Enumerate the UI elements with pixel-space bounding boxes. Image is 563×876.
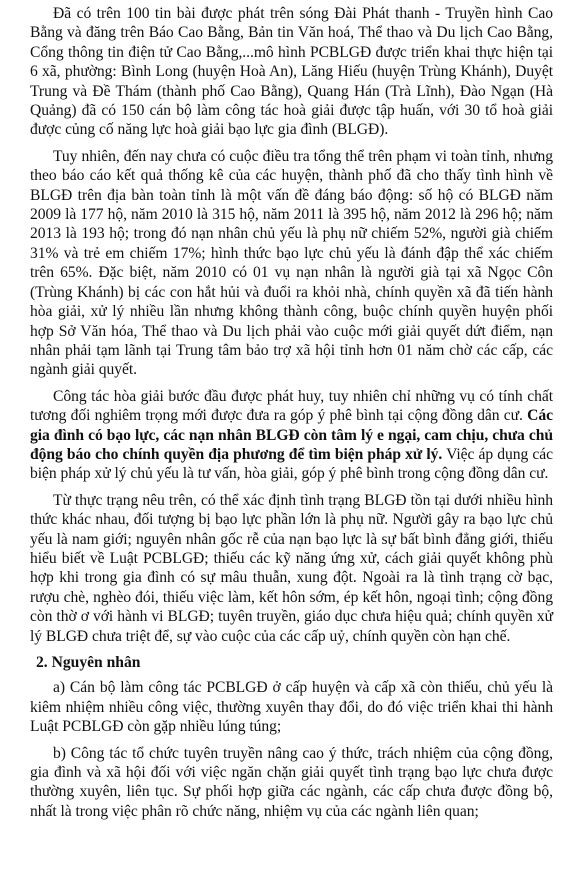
paragraph-media-coverage: Đã có trên 100 tin bài được phát trên sóng Đài Phát thanh - Truyền hình Cao Bằng và đăng trên Báo Cao Bằng, Bản tin Văn hoá, Thể thao và Du lịch Cao Bằng, Cổng thông tin điện tử Cao Bằng,...mô hình PCBLGĐ được triển khai thực hiện tại 6 xã, phường: Bình Long (huyện Hoà An), Lăng Hiếu (huyện Trùng Khánh), Duyệt Trung và Đề Thám (thành phố Cao Bằng), Quang Hán (Trà Lĩnh), Đào Ngạn (Hà Quảng) đã có 150 cán bộ làm công tác hoà giải được tập huấn, với 30 tổ hoà giải được củng cố năng lực hoà giải bạo lực gia đình (BLGĐ). (30, 5, 553, 139)
paragraph-mediation-emphasis: Các gia đình có bạo lực, các nạn nhân BLGĐ còn tâm lý e ngại, cam chịu, chưa chủ động báo cho chính quyền địa phương để tìm biện pháp xử lý. (30, 407, 553, 463)
paragraph-mediation-intro: Công tác hòa giải bước đầu được phát huy, tuy nhiên chỉ những vụ có tính chất tương đối nghiêm trọng mới được đưa ra góp ý phê bình tại cộng đồng dân cư. (30, 387, 553, 425)
paragraph-situation-statistics: Tuy nhiên, đến nay chưa có cuộc điều tra tổng thể trên phạm vi toàn tỉnh, nhưng theo báo cáo kết quả thống kê của các huyện, thành phố đã cho thấy tình hình về BLGĐ trên địa bàn toàn tỉnh là một vấn đề đáng báo động: số hộ có BLGĐ năm 2009 là 177 hộ, năm 2010 là 315 hộ, năm 2011 là 395 hộ, năm 2012 là 296 hộ; năm 2013 là 193 hộ; trong đó nạn nhân chủ yếu là phụ nữ chiếm 52%, người già chiếm 31% và trẻ em chiếm 17%; hình thức bạo lực chủ yếu là đánh đập thể xác chiếm trên 65%. Đặc biệt, năm 2010 có 01 vụ nạn nhân là người già tại xã Ngọc Côn (Trùng Khánh) bị các con hắt hủi và đuổi ra khỏi nhà, chính quyền xã đã tiến hành hòa giải, xử lý nhiều lần nhưng không thành công, buộc chính quyền huyện phối hợp Sở Văn hóa, Thể thao và Du lịch phải vào cuộc mới giải quyết dứt điểm, nạn nhân phải tạm lãnh tại Trung tâm bảo trợ xã hội tỉnh hơn 01 năm chờ các cấp, các ngành giải quyết. (30, 147, 553, 379)
paragraph-conclusion: Từ thực trạng nêu trên, có thể xác định tình trạng BLGĐ tồn tại dưới nhiều hình thức khác nhau, đối tượng bị bạo lực phần lớn là phụ nữ. Người gây ra bạo lực chủ yếu là nam giới; nguyên nhân gốc rễ của nạn bạo lực là sự bất bình đẳng giới, thiếu hiểu biết về Luật PCBLGĐ; thiếu các kỹ năng ứng xử, cách giải quyết không phù hợp khi trong gia đình có sự mâu thuẫn, xung đột. Ngoài ra là tình trạng cờ bạc, rượu chè, nghèo đói, thiếu việc làm, kết hôn sớm, ép kết hôn, ngoại tình; cộng đồng còn thờ ơ với hành vi BLGĐ; tuyên truyền, giáo dục chưa hiệu quả; chính quyền xử lý BLGĐ chưa triệt để, sự vào cuộc của các cấp uỷ, chính quyền còn hạn chế. (30, 491, 553, 645)
section-heading-causes: 2. Nguyên nhân (36, 654, 141, 671)
paragraph-cause-a: a) Cán bộ làm công tác PCBLGĐ ở cấp huyện và cấp xã còn thiếu, chủ yếu là kiêm nhiệm nhiều công việc, thường xuyên thay đổi, do đó việc triển khai thi hành Luật PCBLGĐ còn gặp nhiều lúng túng; (30, 679, 553, 736)
paragraph-mediation-tail: Việc áp dụng các biện pháp xử lý chủ yếu là tư vấn, hòa giải, góp ý phê bình trong cộng đồng dân cư. (30, 445, 554, 483)
paragraph-cause-b: b) Công tác tổ chức tuyên truyền nâng cao ý thức, trách nhiệm của cộng đồng, gia đình và xã hội đối với việc ngăn chặn giải quyết tình trạng bạo lực chưa được thường xuyên, liên tục. Sự phối hợp giữa các ngành, các cấp chưa được đồng bộ, nhất là trong việc phân rõ chức năng, nhiệm vụ của các ngành liên quan; (30, 744, 553, 820)
paragraph-mediation (30, 387, 553, 484)
